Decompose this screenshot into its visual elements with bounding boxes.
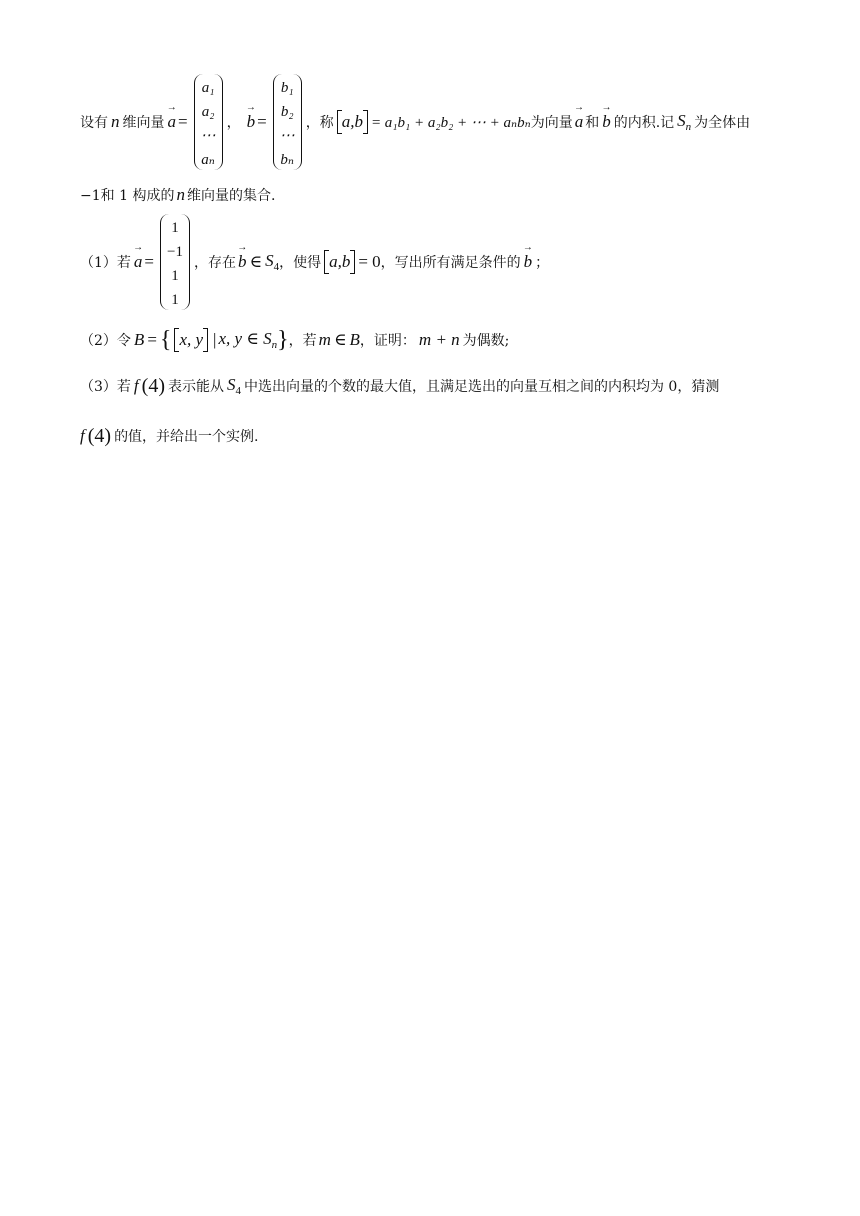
left-brace: { <box>159 327 172 353</box>
set-element-bracket: x, y <box>174 328 208 352</box>
function-f: f <box>133 376 139 395</box>
right-brace: } <box>277 327 289 353</box>
set-S-subscript: 4 <box>235 385 241 397</box>
comma: ， <box>226 115 241 131</box>
function-arg: (4) <box>87 425 112 447</box>
vector-b: → b <box>238 252 247 272</box>
set-S-symbol: S <box>265 251 274 270</box>
intro-text-6: 的内积.记 <box>613 115 675 131</box>
intro-line2-end: 维向量的集合. <box>186 188 276 204</box>
equals-zero: = 0 <box>358 252 381 271</box>
set-condition-text: x, y ∈ S <box>218 329 272 348</box>
intro-text-2: 维向量 <box>122 115 165 131</box>
dimension-n: n <box>176 185 185 204</box>
matrix-a <box>194 74 223 170</box>
inner-product-bracket: a,b <box>337 110 368 134</box>
set-S-symbol: S <box>226 375 236 394</box>
q1-text-1: ，存在 <box>193 255 236 271</box>
intro-text-5: 和 <box>585 115 600 131</box>
vector-b-ref: → b <box>602 112 611 132</box>
q1-label: （1）若 <box>80 255 131 271</box>
set-S-subscript: 4 <box>273 261 280 273</box>
vector-b: → b <box>247 112 256 132</box>
matrix-b-entry: bₙ <box>280 152 294 168</box>
q2-label: （2）令 <box>80 333 131 349</box>
q1-text-2: ，使得 <box>279 255 322 271</box>
q3-text-2: 中选出向量的个数的最大值，且满足选出的向量互相之间的内积均为 0，猜测 <box>243 379 720 395</box>
intro-line-2 <box>80 183 275 207</box>
matrix-b <box>273 74 302 170</box>
equals-sign: = <box>178 112 188 131</box>
element-of: ∈ <box>249 252 263 271</box>
vector-a-ref: → a <box>575 112 584 132</box>
inner-product-formula: = a₁b₁ + a₂b₂ + ⋯ + aₙbₙ <box>370 114 531 131</box>
intro-text-3: ，称 <box>305 115 334 131</box>
matrix-q1-entry: 1 <box>171 268 179 284</box>
question-3-line-1 <box>80 370 719 402</box>
q3-text-1: 表示能从 <box>167 379 224 395</box>
matrix-q1-entry: −1 <box>167 244 183 260</box>
equals-sign: = <box>144 252 155 271</box>
set-condition-subscript: n <box>271 339 278 351</box>
matrix-a-entry: ⋯ <box>200 128 216 144</box>
dimension-n: n <box>111 112 120 131</box>
intro-text-7: 为全体由 <box>694 115 751 131</box>
matrix-q1 <box>160 214 190 310</box>
question-1 <box>80 212 549 312</box>
q1-text-3: ，写出所有满足条件的 <box>380 255 521 271</box>
set-condition <box>218 329 277 351</box>
question-3-line-2 <box>80 420 259 452</box>
matrix-b-entry: ⋯ <box>279 128 295 144</box>
function-arg: (4) <box>141 375 165 397</box>
intro-text-1: 设有 <box>80 115 108 131</box>
vector-b: → b <box>524 252 533 272</box>
q2-text-1: ，若 <box>288 333 317 349</box>
matrix-b-entry: b₂ <box>280 104 294 120</box>
such-that-bar: | <box>213 330 217 349</box>
set-S4 <box>265 251 279 273</box>
question-2 <box>80 322 509 358</box>
matrix-a-entry: aₙ <box>201 152 215 168</box>
q2-text-3: 为偶数; <box>462 333 510 349</box>
function-f: f <box>80 426 85 445</box>
intro-text-4: 为向量 <box>530 115 573 131</box>
set-B-ref: B <box>349 330 360 349</box>
matrix-q1-entry: 1 <box>171 220 179 236</box>
m-plus-n: m + n <box>418 330 460 349</box>
q3-text-3: 的值，并给出一个实例. <box>114 429 259 445</box>
intro-line2-text: −1和 1 构成的 <box>80 188 175 204</box>
equals-sign: = <box>147 330 157 349</box>
matrix-q1-entry: 1 <box>171 292 179 308</box>
set-S <box>677 111 691 133</box>
set-S-subscript: n <box>685 121 692 133</box>
q1-end: ； <box>535 255 550 271</box>
set-S4 <box>227 375 241 397</box>
intro-line-1 <box>80 72 750 172</box>
matrix-a-entry: a₂ <box>201 104 215 120</box>
matrix-a-entry: a₁ <box>201 80 215 96</box>
set-B: B <box>133 330 145 349</box>
matrix-b-entry: b₁ <box>280 80 294 96</box>
inner-product-bracket: a,b <box>324 250 355 274</box>
element-of: ∈ <box>333 330 347 349</box>
q2-text-2: ，证明： <box>359 333 416 349</box>
var-m: m <box>318 330 331 349</box>
q3-label: （3）若 <box>80 379 131 395</box>
equals-sign: = <box>257 112 267 131</box>
vector-a: → a <box>168 112 177 132</box>
vector-a: → a <box>134 252 143 272</box>
set-S-symbol: S <box>677 111 686 130</box>
